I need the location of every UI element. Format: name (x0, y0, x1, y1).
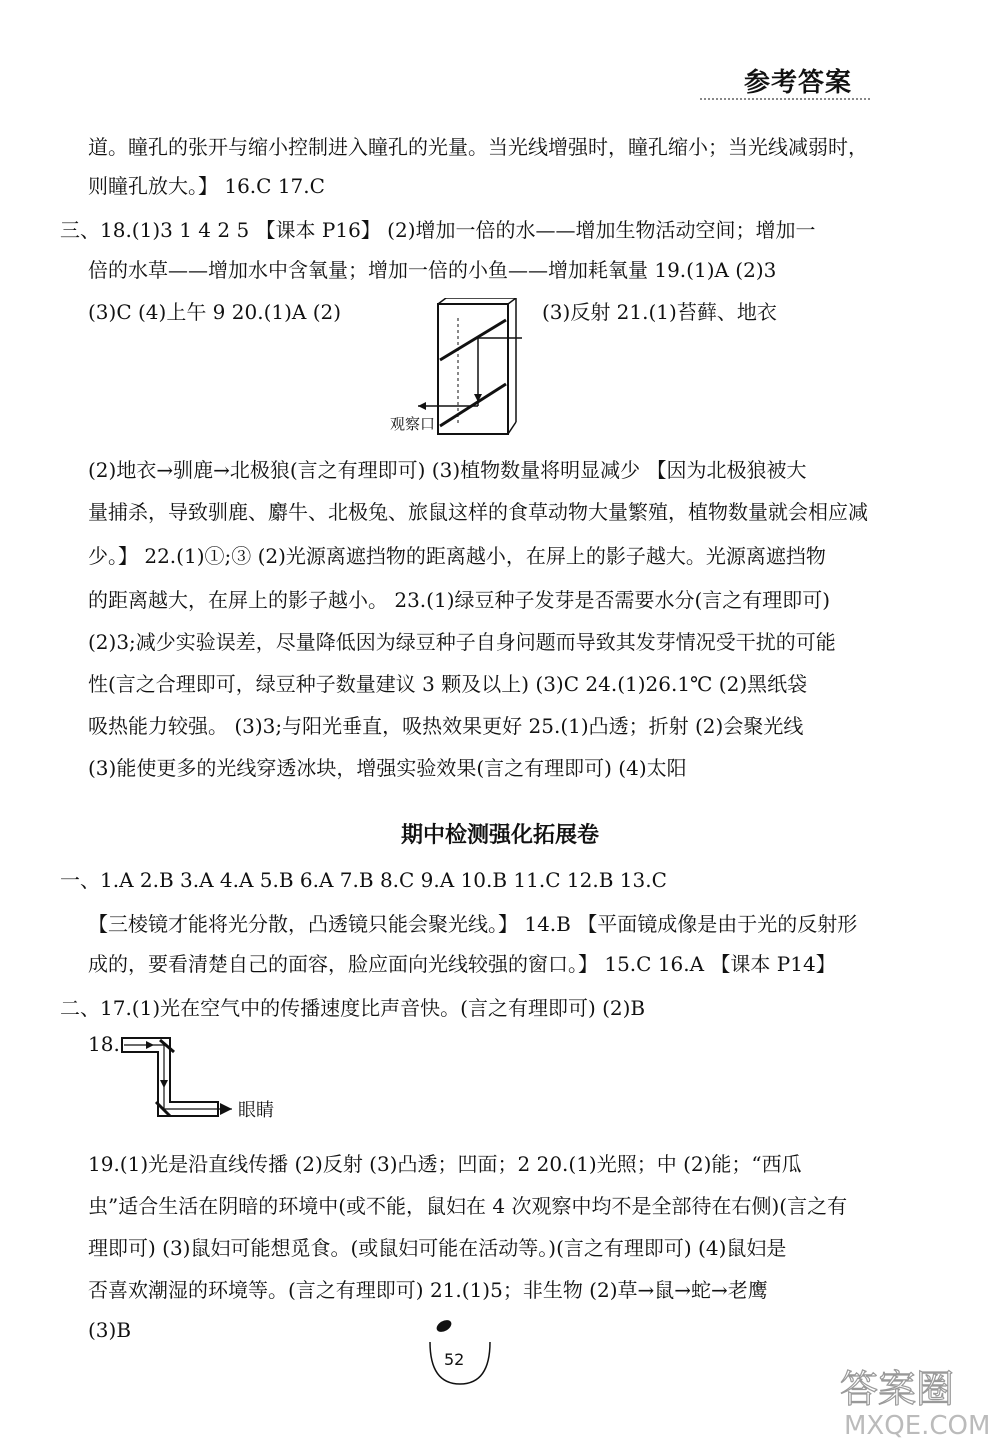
answer-line: 【三棱镜才能将光分散，凸透镜只能会聚光线。】 14.B 【平面镜成像是由于光的反射形 (88, 912, 858, 936)
answer-line: 虫”适合生活在阴暗的环境中(或不能，鼠妇在 4 次观察中均不是全部待在右侧)(言之有 (88, 1194, 848, 1218)
answer-line: 性(言之合理即可，绿豆种子数量建议 3 颗及以上) (3)C 24.(1)26.1℃ (2)黑纸袋 (88, 672, 808, 696)
answer-line: (3)能使更多的光线穿透冰块，增强实验效果(言之有理即可) (4)太阳 (88, 756, 687, 780)
watermark-logo (830, 1360, 990, 1440)
answer-line: 则瞳孔放大。】 16.C 17.C (88, 174, 325, 198)
answer-line: 的距离越大，在屏上的影子越小。 23.(1)绿豆种子发芽是否需要水分(言之有理即可) (88, 588, 831, 612)
section-title: 期中检测强化拓展卷 (400, 823, 599, 848)
upper-mirror (440, 320, 506, 360)
answer-line: 吸热能力较强。 (3)3;与阳光垂直，吸热效果更好 25.(1)凸透；折射 (2)会聚光线 (88, 714, 804, 738)
answer-line: 倍的水草——增加水中含氧量；增加一倍的小鱼——增加耗氧量 19.(1)A (2)3 (88, 258, 777, 282)
answer-line: 一、1.A 2.B 3.A 4.A 5.B 6.A 7.B 8.C 9.A 10.B 11.C 12.B 13.C (60, 868, 667, 892)
answer-line: 道。瞳孔的张开与缩小控制进入瞳孔的光量。当光线增强时，瞳孔缩小；当光线减弱时， (88, 135, 868, 159)
eye-label: 眼睛 (238, 1100, 274, 1121)
answer-line: 成的，要看清楚自己的面容，脸应面向光线较强的窗口。】 15.C 16.A 【课本 P14】 (88, 952, 836, 976)
header-divider (700, 98, 870, 100)
answer-line: 二、17.(1)光在空气中的传播速度比声音快。(言之有理即可) (2)B (60, 996, 646, 1020)
answer-line: 量捕杀，导致驯鹿、麝牛、北极兔、旅鼠这样的食草动物大量繁殖，植物数量就会相应减 (88, 500, 868, 524)
answer-line: 理即可) (3)鼠妇可能想觅食。(或鼠妇可能在活动等。)(言之有理即可) (4)鼠妇是 (88, 1236, 787, 1260)
periscope-path-diagram (120, 1030, 240, 1130)
header-title: 参考答案 (744, 68, 853, 98)
answer-line: (3)C (4)上午 9 20.(1)A (2) (88, 300, 342, 324)
answer-line: (3)反射 21.(1)苔藓、地衣 (542, 300, 777, 324)
page-number: 52 (444, 1350, 465, 1369)
svg-text:MXQE.COM: MXQE.COM (844, 1411, 990, 1440)
answer-line: (2)3;减少实验误差，尽量降低因为绿豆种子自身问题而导致其发芽情况受干扰的可能 (88, 630, 836, 654)
answer-line: 否喜欢潮湿的环境等。(言之有理即可) 21.(1)5；非生物 (2)草→鼠→蛇→老鹰 (88, 1278, 768, 1302)
answer-line: (2)地衣→驯鹿→北极狼(言之有理即可) (3)植物数量将明显减少 【因为北极狼被大 (88, 458, 807, 482)
lower-mirror (440, 384, 506, 426)
answer-line: 18. (88, 1032, 120, 1056)
upper-mirror (160, 1040, 174, 1052)
answer-line: 19.(1)光是沿直线传播 (2)反射 (3)凸透；凹面；2 20.(1)光照；中 (2)能；“西瓜 (88, 1152, 802, 1176)
observation-port-label: 观察口 (390, 415, 436, 433)
answer-line: 三、18.(1)3 1 4 2 5 【课本 P16】 (2)增加一倍的水——增加生物活动空间；增加一 (60, 218, 816, 242)
svg-text:答案圈: 答案圈 (840, 1367, 955, 1411)
answer-line: (3)B (88, 1318, 132, 1342)
answer-line: 少。】 22.(1)①;③ (2)光源离遮挡物的距离越小，在屏上的影子越大。光源离遮挡物 (88, 544, 826, 568)
